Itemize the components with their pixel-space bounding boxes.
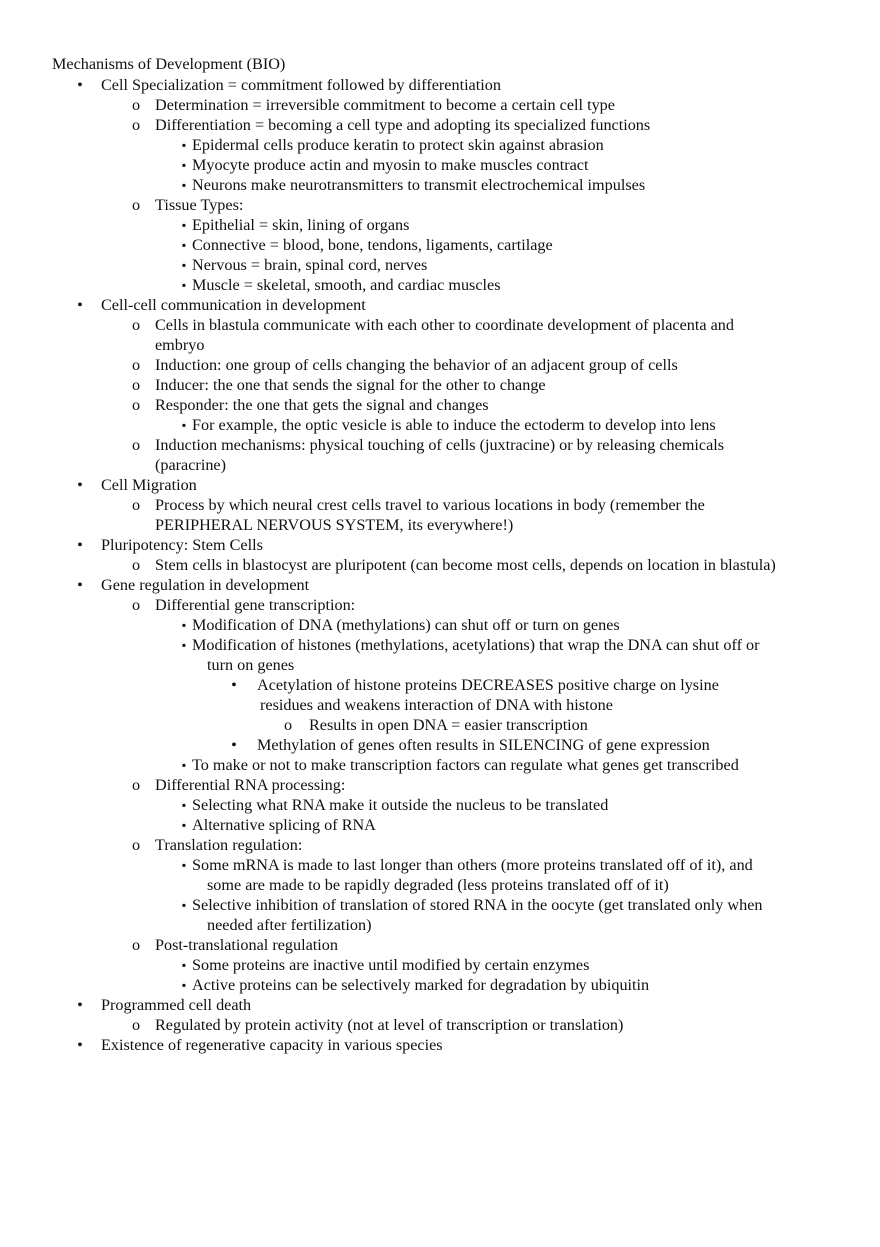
circle-marker: o (131, 396, 141, 414)
outline-subitem (0, 395, 880, 415)
item-text: Results in open DNA = easier transcription (309, 716, 588, 734)
outline-detail (0, 855, 880, 875)
item-text: Methylation of genes often results in SILENCING of gene expression (257, 736, 710, 754)
bullet-marker: • (77, 76, 83, 94)
item-text: Translation regulation: (155, 836, 303, 854)
outline-detail (0, 255, 880, 275)
outline-subitem (0, 355, 880, 375)
item-text: Nervous = brain, spinal cord, nerves (192, 256, 428, 274)
item-text: Stem cells in blastocyst are pluripotent (can become most cells, depends on location in blastula) (155, 556, 776, 574)
square-marker: ▪ (181, 278, 187, 292)
outline-detail-continuation (0, 875, 880, 895)
bullet-marker: • (77, 576, 83, 594)
item-text: Differentiation = becoming a cell type and adopting its specialized functions (155, 116, 651, 134)
outline-detail (0, 175, 880, 195)
outline-subitem (0, 315, 880, 335)
item-text: Alternative splicing of RNA (192, 816, 376, 834)
item-text: Responder: the one that gets the signal and changes (155, 396, 489, 414)
square-marker: ▪ (181, 638, 187, 652)
outline-detail (0, 635, 880, 655)
item-text: Selecting what RNA make it outside the nucleus to be translated (192, 796, 609, 814)
item-text: Modification of DNA (methylations) can shut off or turn on genes (192, 616, 620, 634)
circle-marker: o (131, 316, 141, 334)
outline-subitem (0, 1015, 880, 1035)
outline-detail (0, 755, 880, 775)
item-text: (paracrine) (155, 456, 226, 474)
item-text: Muscle = skeletal, smooth, and cardiac muscles (192, 276, 501, 294)
item-text: Differential RNA processing: (155, 776, 346, 794)
outline-detail (0, 275, 880, 295)
outline (0, 75, 880, 1055)
outline-subdetail-continuation (0, 695, 880, 715)
circle-marker: o (131, 356, 141, 374)
item-text: Regulated by protein activity (not at level of transcription or translation) (155, 1016, 624, 1034)
item-text: For example, the optic vesicle is able to induce the ectoderm to develop into lens (192, 416, 716, 434)
outline-subitem (0, 935, 880, 955)
outline-subitem (0, 555, 880, 575)
item-text: Induction mechanisms: physical touching of cells (juxtracine) or by releasing chemicals (155, 436, 725, 454)
item-text: residues and weakens interaction of DNA with histone (260, 696, 613, 714)
outline-detail (0, 155, 880, 175)
outline-detail (0, 135, 880, 155)
item-text: Determination = irreversible commitment to become a certain cell type (155, 96, 615, 114)
outline-subitem (0, 195, 880, 215)
outline-detail (0, 975, 880, 995)
item-text: Cell Specialization = commitment followed by differentiation (101, 76, 501, 94)
outline-detail (0, 795, 880, 815)
circle-marker: o (131, 196, 141, 214)
item-text: Cell Migration (101, 476, 197, 494)
square-marker: ▪ (181, 158, 187, 172)
circle-marker: o (131, 596, 141, 614)
item-text: turn on genes (207, 656, 295, 674)
item-text: PERIPHERAL NERVOUS SYSTEM, its everywhere!) (155, 516, 514, 534)
outline-detail (0, 235, 880, 255)
outline-subitem (0, 595, 880, 615)
circle-marker: o (283, 716, 293, 734)
circle-marker: o (131, 496, 141, 514)
outline-detail-continuation (0, 655, 880, 675)
item-text: Tissue Types: (155, 196, 244, 214)
square-marker: ▪ (181, 978, 187, 992)
item-text: Some proteins are inactive until modified by certain enzymes (192, 956, 590, 974)
bullet-marker: • (231, 736, 237, 754)
outline-item-gene-regulation (0, 575, 880, 595)
bullet-marker: • (77, 996, 83, 1014)
item-text: Programmed cell death (101, 996, 252, 1014)
bullet-marker: • (77, 1036, 83, 1054)
item-text: Epidermal cells produce keratin to protect skin against abrasion (192, 136, 604, 154)
square-marker: ▪ (181, 178, 187, 192)
circle-marker: o (131, 776, 141, 794)
bullet-marker: • (77, 536, 83, 554)
outline-subitem (0, 115, 880, 135)
square-marker: ▪ (181, 138, 187, 152)
square-marker: ▪ (181, 618, 187, 632)
item-text: Inducer: the one that sends the signal for the other to change (155, 376, 546, 394)
item-text: Active proteins can be selectively marked for degradation by ubiquitin (192, 976, 650, 994)
circle-marker: o (131, 936, 141, 954)
item-text: Connective = blood, bone, tendons, ligaments, cartilage (192, 236, 553, 254)
outline-detail (0, 815, 880, 835)
circle-marker: o (131, 376, 141, 394)
square-marker: ▪ (181, 798, 187, 812)
outline-item-cell-communication (0, 295, 880, 315)
outline-subitem (0, 835, 880, 855)
outline-item-cell-death (0, 995, 880, 1015)
outline-subitem-continuation (0, 515, 880, 535)
item-text: Neurons make neurotransmitters to transmit electrochemical impulses (192, 176, 646, 194)
circle-marker: o (131, 836, 141, 854)
item-text: Differential gene transcription: (155, 596, 356, 614)
outline-item-regeneration (0, 1035, 880, 1055)
square-marker: ▪ (181, 958, 187, 972)
square-marker: ▪ (181, 218, 187, 232)
item-text: some are made to be rapidly degraded (less proteins translated off of it) (207, 876, 669, 894)
circle-marker: o (131, 436, 141, 454)
outline-item-cell-migration (0, 475, 880, 495)
circle-marker: o (131, 96, 141, 114)
item-text: Epithelial = skin, lining of organs (192, 216, 410, 234)
item-text: Selective inhibition of translation of stored RNA in the oocyte (get translated only when (192, 896, 763, 914)
square-marker: ▪ (181, 818, 187, 832)
outline-subdetail (0, 675, 880, 695)
square-marker: ▪ (181, 238, 187, 252)
outline-detail (0, 215, 880, 235)
outline-subsubdetail (0, 715, 880, 735)
bullet-marker: • (77, 296, 83, 314)
square-marker: ▪ (181, 858, 187, 872)
item-text: Induction: one group of cells changing the behavior of an adjacent group of cells (155, 356, 678, 374)
document-title: Mechanisms of Development (BIO) (52, 55, 286, 73)
item-text: Some mRNA is made to last longer than others (more proteins translated off of it), and (192, 856, 753, 874)
item-text: Myocyte produce actin and myosin to make muscles contract (192, 156, 589, 174)
outline-detail (0, 615, 880, 635)
outline-detail (0, 955, 880, 975)
bullet-marker: • (77, 476, 83, 494)
square-marker: ▪ (181, 418, 187, 432)
outline-item-cell-specialization (0, 75, 880, 95)
bullet-marker: • (231, 676, 237, 694)
item-text: embryo (155, 336, 205, 354)
outline-detail (0, 895, 880, 915)
square-marker: ▪ (181, 258, 187, 272)
outline-subitem (0, 375, 880, 395)
outline-subitem (0, 95, 880, 115)
outline-detail-continuation (0, 915, 880, 935)
outline-subdetail (0, 735, 880, 755)
item-text: Modification of histones (methylations, acetylations) that wrap the DNA can shut off or (192, 636, 760, 654)
outline-item-pluripotency (0, 535, 880, 555)
circle-marker: o (131, 1016, 141, 1034)
item-text: Acetylation of histone proteins DECREASES positive charge on lysine (257, 676, 719, 694)
outline-subitem-continuation (0, 455, 880, 475)
square-marker: ▪ (181, 898, 187, 912)
item-text: Gene regulation in development (101, 576, 310, 594)
outline-detail (0, 415, 880, 435)
item-text: Cells in blastula communicate with each other to coordinate development of placenta and (155, 316, 734, 334)
item-text: needed after fertilization) (207, 916, 372, 934)
item-text: Process by which neural crest cells travel to various locations in body (remember the (155, 496, 705, 514)
item-text: Existence of regenerative capacity in various species (101, 1036, 443, 1054)
item-text: Cell-cell communication in development (101, 296, 366, 314)
outline-subitem (0, 495, 880, 515)
outline-subitem (0, 435, 880, 455)
item-text: To make or not to make transcription factors can regulate what genes get transcribed (192, 756, 739, 774)
item-text: Pluripotency: Stem Cells (101, 536, 263, 554)
square-marker: ▪ (181, 758, 187, 772)
item-text: Post-translational regulation (155, 936, 338, 954)
circle-marker: o (131, 556, 141, 574)
outline-subitem-continuation (0, 335, 880, 355)
outline-subitem (0, 775, 880, 795)
circle-marker: o (131, 116, 141, 134)
